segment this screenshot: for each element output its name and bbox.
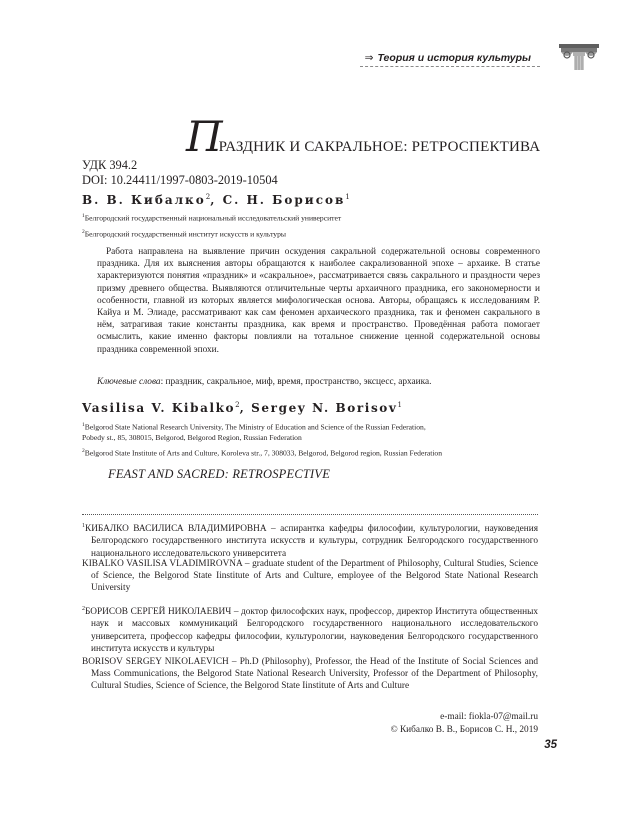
affiliation-ru-2-text: Белгородский государственный институт искусств и культуры [84, 229, 286, 239]
footnote-2-sup: 2 [82, 606, 85, 612]
footnote-2-en-text: BORISOV SERGEY NIKOLAEVICH – Ph.D (Philosophy), Professor, the Head of the Institute of Social Sciences and Mass Communications, the Belgorod State National Research University, Professor of the Department of Philosophy, Cultural Studies, Science of Science, the Belgorod State Iinstitute of Arts and Culture [82, 657, 538, 692]
footnote-1-en-text: KIBALKO VASILISA VLADIMIROVNA – graduate student of the Department of Philosophy, Cultural Studies, Science of Science, the Belgorod State Iinstitute of Arts and Culture, employee of the Belgorod State National Research University [82, 559, 538, 594]
author-separator-en: , [239, 401, 252, 415]
footnote-2-ru [82, 603, 538, 655]
arrow-icon: ⇒ [364, 52, 374, 64]
author-2-en-sup: 1 [397, 401, 402, 409]
footnote-2-text: БОРИСОВ СЕРГЕЙ НИКОЛАЕВИЧ – доктор философских наук, профессор, директор Института общественных наук и массовых коммуникаций Белгородского государственного национального исследовательского университета, профессор кафедры философии, культурологии, науковедения Белгородского государственного института искусств и культуры [85, 607, 538, 654]
author-1-en: Vasilisa V. Kibalko [82, 401, 236, 415]
affiliation-ru-2-sup: 2 [82, 229, 85, 235]
affiliation-ru-1 [82, 211, 542, 224]
affiliation-ru-1-sup: 1 [82, 213, 85, 219]
affiliation-ru-1-text: Белгородский государственный национальный исследовательский университет [84, 213, 342, 223]
column-capital-logo-icon [559, 42, 599, 72]
article-title [186, 112, 541, 161]
copyright: © Кибалко В. В., Борисов С. Н., 2019 [390, 725, 538, 735]
author-1-en-sup: 2 [235, 401, 240, 409]
affiliation-en-1-line1: Belgorod State National Research University, The Ministry of Education and Science of the Russian Federation, [84, 422, 426, 432]
affiliation-en-2-sup: 2 [82, 448, 85, 454]
affiliation-en-1-line2: Pobedy st., 85, 308015, Belgorod, Belgorod Region, Russian Federation [82, 432, 302, 442]
keywords-label: Ключевые слова [97, 377, 161, 387]
header-rule [360, 66, 540, 67]
abstract-ru: Работа направлена на выявление причин оскудения сакральной содержательной основы современного праздника. Для их выяснения авторы обращаются к наиболее сакрализованной эпохе – архаике. В статье характеризуются понятия «праздник» и «сакральное», рассматривается связь сакрального и праздности через призму древнего общества. Выявляются отличительные черты архаичного праздника, его закономерности и особенности, главной из которых является мифологическая основа. Авторы, обращаясь к исследованиям Р. Кайуа и М. Элиаде, рассматривают как сам феномен архаического праздника, так и феномен сакрального в нём, затрагивая такие константы праздника, как время и пространство. Проведённая работа помогает осмыслить, какие именно факторы повлияли на тотальное снижение ценной содержательной основы праздника современной эпохи. [97, 247, 540, 355]
doi: DOI: 10.24411/1997-0803-2019-10504 [82, 173, 278, 187]
author-2-ru: С. Н. Борисов [222, 193, 346, 207]
author-1-ru: В. В. Кибалко [82, 193, 206, 207]
affiliation-en-2-text: Belgorod State Institute of Arts and Culture, Koroleva str., 7, 308033, Belgorod, Belgorod region, Russian Federation [84, 448, 443, 458]
footnote-divider [82, 514, 538, 515]
running-header [0, 0, 617, 80]
affiliation-en-1-sup: 1 [82, 422, 85, 428]
section-label: Теория и история культуры [377, 52, 531, 64]
email-contact: e-mail: fiokla-07@mail.ru [440, 712, 538, 722]
author-separator: , [210, 193, 223, 207]
affiliation-en-2 [82, 446, 542, 459]
title-text: РАЗДНИК И САКРАЛЬНОЕ: РЕТРОСПЕКТИВА [218, 139, 541, 155]
authors-ru [82, 193, 350, 207]
footnote-1-text: КИБАЛКО ВАСИЛИСА ВЛАДИМИРОВНА – аспирантка кафедры философии, культурологии, науковедения Белгородского государственного института искусств и культуры, сотрудник Белгородского государственного национального исследовательского университета [85, 524, 538, 559]
udk-code: УДК 394.2 [82, 158, 138, 172]
footnote-2-en [82, 656, 538, 693]
affiliation-en-1 [82, 420, 542, 443]
author-2-ru-sup: 1 [345, 193, 350, 201]
page-number: 35 [544, 739, 557, 751]
footnote-1-en [82, 558, 538, 595]
title-initial-letter: П [186, 112, 223, 161]
author-2-en: Sergey N. Borisov [251, 401, 398, 415]
authors-en [82, 401, 402, 415]
article-title-en: FEAST AND SACRED: RETROSPECTIVE [108, 467, 331, 481]
author-1-ru-sup: 2 [205, 193, 211, 201]
footnote-1-sup: 1 [82, 523, 85, 529]
keywords-ru [97, 377, 540, 387]
footnote-1-ru [82, 520, 538, 560]
keywords-text: : праздник, сакральное, миф, время, пространство, эксцесс, архаика. [160, 377, 432, 387]
affiliation-ru-2 [82, 227, 542, 240]
section-title [365, 52, 531, 64]
